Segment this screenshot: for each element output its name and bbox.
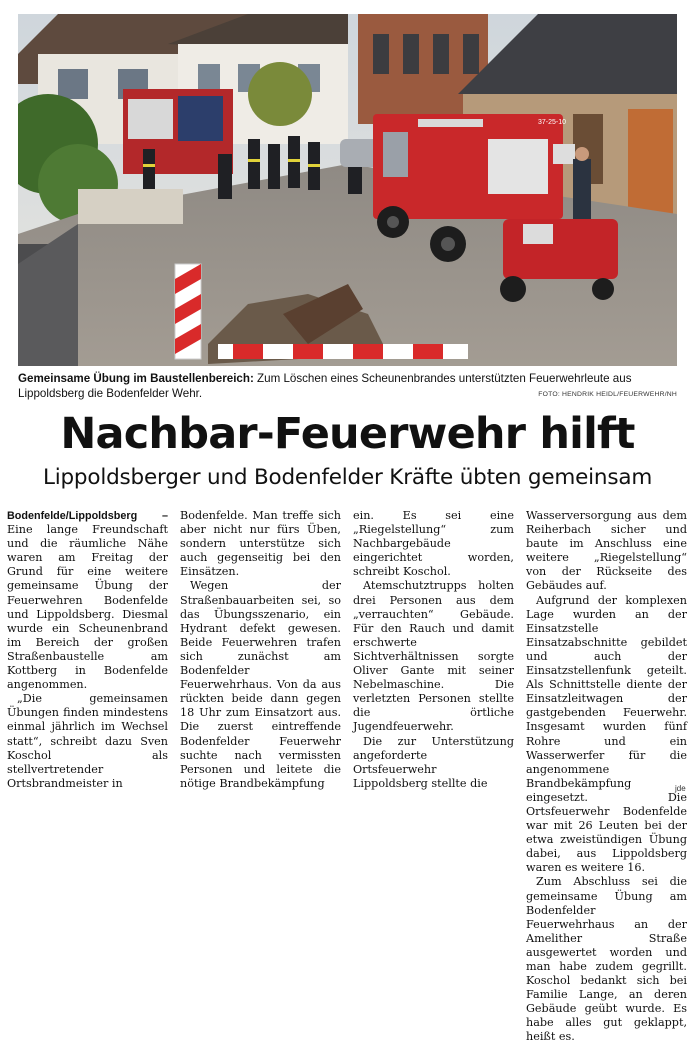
article-column-1 <box>7 509 168 791</box>
article-paragraph: Die zur Unterstützung angeforderte Ortsfeuerwehr Lippoldsberg stellte die <box>353 734 514 790</box>
photo-credit: FOTO: HENDRIK HEIDL/FEUERWEHR/NH <box>538 391 677 398</box>
article-paragraph: Atemschutztrupps holten drei Personen aus dem „verrauchten“ Gebäude. Für den Rauch und damit erschwerte Sichtverhältnissen sorgte Oliver Gante mit seiner Nebelmaschine. Die verletzten Personen stellte die örtliche Jugendfeuerwehr. <box>353 579 514 734</box>
article-paragraph: Aufgrund der komplexen Lage wurden an der Einsatzstelle Einsatzabschnitte gebildet und auch der Einsatzstellenfunk geteilt. Als Schnittstelle diente der Einsatzleitwagen der gastgebenden Feuerwehr. Insgesamt wurden fünf Rohre und ein Wasserwerfer für die angenommene Brandbekämpfung eingesetzt. Die Ortsfeuerwehr Bodenfelde war mit 26 Leuten bei der etwa zweistündigen Übung dabei, aus Lippoldsberg waren es weitere 16. <box>526 593 687 875</box>
article-photo <box>18 14 677 366</box>
article-paragraph: „Die gemeinsamen Übungen finden mindestens einmal jährlich im Wechsel statt“, schreibt dazu Sven Koschol als stellvertretender Ortsbrandmeister in <box>7 692 168 790</box>
article-paragraph: ein. Es sei eine „Riegelstellung“ zum Nachbargebäude eingerichtet worden, schreibt Koschol. <box>353 509 514 579</box>
article-paragraph: Wegen der Straßenbauarbeiten sei, so das Übungsszenario, ein Hydrant defekt gewesen. Beide Feuerwehren trafen sich zunächst am Bodenfelder Feuerwehrhaus. Von da aus rückten beide dann gegen 18 Uhr zum Einsatzort aus. Die zuerst eintreffende Bodenfelder Feuerwehr suchte nach vermissten Personen und leitete die nötige Brandbekämpfung <box>180 579 341 790</box>
headline: Nachbar-Feuerwehr hilft <box>60 409 635 459</box>
fire-drill-photo <box>18 14 677 366</box>
dateline: Bodenfelde/Lippoldsberg – <box>7 510 168 522</box>
subheadline: Lippoldsberger und Bodenfelder Kräfte übten gemeinsam <box>42 465 653 490</box>
caption-title: Gemeinsame Übung im Baustellenbereich: <box>18 372 254 385</box>
article-paragraph: Bodenfelde. Man treffe sich aber nicht nur fürs Üben, sondern unterstütze sich auch gegenseitig bei den Einsätzen. <box>180 509 341 579</box>
article-column-4 <box>526 509 687 1045</box>
article-paragraph: Wasserversorgung aus dem Reiherbach sicher und baute im Anschluss eine weitere „Riegelstellung“ von der Rückseite des Gebäudes auf. <box>526 509 687 593</box>
article-column-2 <box>180 509 341 791</box>
truck-plate: 37-25-10 <box>538 119 567 126</box>
article-paragraph: Zum Abschluss sei die gemeinsame Übung am Bodenfelder Feuerwehrhaus an der Amelither Straße ausgewertet worden und man habe zudem gegrillt. Koschol bedankt sich bei Familie Lange, an deren Gebäude geübt wurde. Es habe alles gut geklappt, heißt es. <box>526 875 687 1044</box>
caption-text: Zum Löschen eines Scheunenbrandes unterstützten Feuerwehrleute aus Lippoldsberg die Bodenfelder Wehr. <box>18 372 632 400</box>
article-column-3 <box>353 509 514 791</box>
author-signature: jde <box>675 784 686 793</box>
article-paragraph: Bodenfelde/Lippoldsberg – Eine lange Freundschaft und die räumliche Nähe waren am Freitag der Grund für eine weitere gemeinsame Übung der Feuerwehren Bodenfelde und Lippoldsberg. Diesmal wurde ein Scheunenbrand im Bereich der großen Straßenbaustelle am Kottberg in Bodenfelde angenommen. <box>7 510 168 692</box>
